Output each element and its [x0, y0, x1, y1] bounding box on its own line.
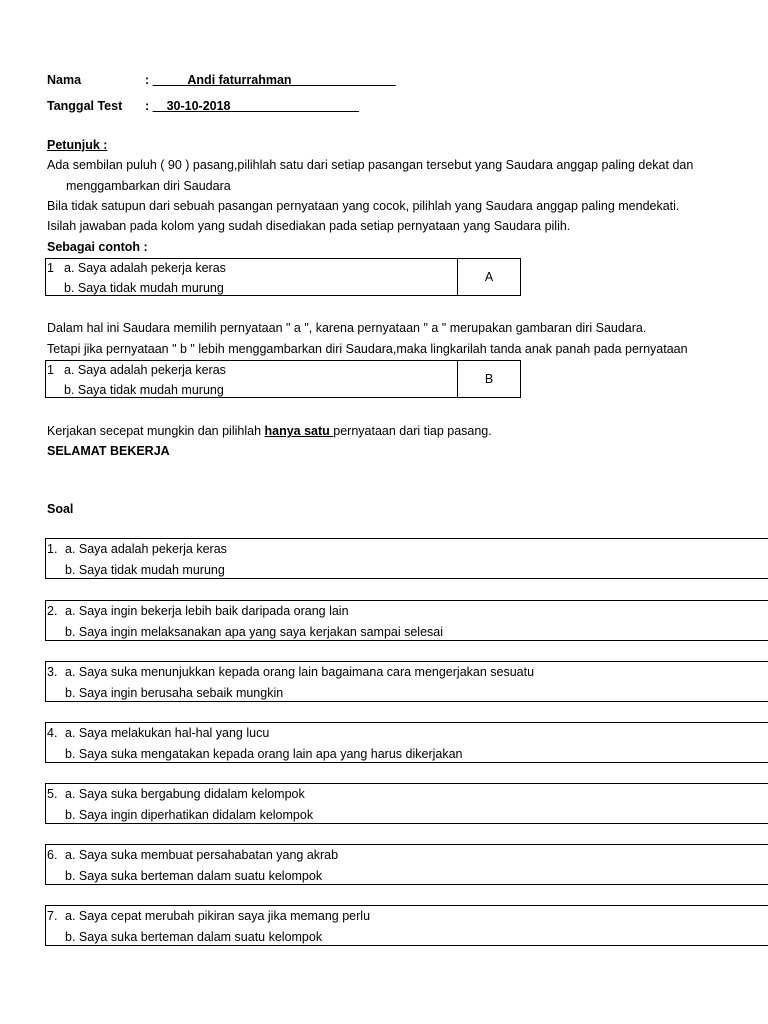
date-value: 30-10-2018	[166, 99, 231, 113]
example-2-option-b: b. Saya tidak mudah murung	[64, 383, 224, 397]
question-number: 2.	[47, 604, 58, 618]
example-1-answer-cell[interactable]: A	[457, 259, 520, 295]
explanation-line-2: Tetapi jika pernyataan " b " lebih menggambarkan diri Saudara,maka lingkarilah tanda anak panah pada pernyataan	[47, 342, 688, 356]
question-option-a[interactable]: a. Saya cepat merubah pikiran saya jika memang perlu	[65, 909, 371, 923]
explanation-line-1: Dalam hal ini Saudara memilih pernyataan " a ", karena pernyataan " a " merupakan gambaran diri Saudara.	[47, 321, 647, 335]
instruction-line-1-continued: menggambarkan diri Saudara	[66, 179, 231, 193]
question-row[interactable]	[45, 905, 768, 946]
closing-emphasis: hanya satu	[264, 424, 334, 438]
question-option-a[interactable]: a. Saya suka membuat persahabatan yang akrab	[65, 848, 339, 862]
closing-text-pre: Kerjakan secepat mungkin dan pilihlah	[47, 424, 265, 438]
instruction-line-3: Isilah jawaban pada kolom yang sudah disediakan pada setiap pernyataan yang Saudara pilih.	[47, 219, 571, 233]
question-number: 4.	[47, 726, 58, 740]
questions-heading: Soal	[47, 502, 74, 516]
instructions-heading: Petunjuk :	[47, 138, 108, 152]
example-2-option-a: a. Saya adalah pekerja keras	[64, 363, 226, 377]
question-row[interactable]	[45, 783, 768, 824]
question-option-a[interactable]: a. Saya suka menunjukkan kepada orang lain bagaimana cara mengerjakan sesuatu	[65, 665, 535, 679]
question-option-b[interactable]: b. Saya suka berteman dalam suatu kelompok	[65, 869, 323, 883]
example-1-option-b: b. Saya tidak mudah murung	[64, 281, 224, 295]
closing-instruction	[47, 421, 492, 441]
question-row[interactable]	[45, 661, 768, 702]
instruction-line-1: Ada sembilan puluh ( 90 ) pasang,pilihlah satu dari setiap pasangan tersebut yang Saudara anggap paling dekat dan	[47, 158, 694, 172]
question-option-b[interactable]: b. Saya ingin berusaha sebaik mungkin	[65, 686, 284, 700]
example-heading: Sebagai contoh :	[47, 240, 148, 254]
example-box-1	[45, 258, 521, 296]
question-option-a[interactable]: a. Saya adalah pekerja keras	[65, 542, 227, 556]
example-2-answer-cell[interactable]: B	[457, 361, 520, 397]
name-colon: :	[145, 73, 150, 87]
closing-farewell: SELAMAT BEKERJA	[47, 444, 170, 458]
question-row[interactable]	[45, 844, 768, 885]
question-option-b[interactable]: b. Saya suka berteman dalam suatu kelompok	[65, 930, 323, 944]
date-field	[145, 96, 359, 116]
question-option-b[interactable]: b. Saya ingin melaksanakan apa yang saya kerjakan sampai selesai	[65, 625, 444, 639]
question-row[interactable]	[45, 538, 768, 579]
question-number: 3.	[47, 665, 58, 679]
name-label: Nama	[47, 73, 82, 87]
date-colon: :	[145, 99, 150, 113]
question-option-a[interactable]: a. Saya ingin bekerja lebih baik daripada orang lain	[65, 604, 349, 618]
example-box-2	[45, 360, 521, 398]
instruction-line-2: Bila tidak satupun dari sebuah pasangan pernyataan yang cocok, pilihlah yang Saudara anggap paling mendekati.	[47, 199, 680, 213]
question-option-b[interactable]: b. Saya tidak mudah murung	[65, 563, 225, 577]
question-option-a[interactable]: a. Saya suka bergabung didalam kelompok	[65, 787, 305, 801]
closing-text-post: pernyataan dari tiap pasang.	[333, 424, 492, 438]
name-value: Andi faturrahman	[187, 73, 292, 87]
question-number: 1.	[47, 542, 58, 556]
example-2-number: 1	[47, 363, 54, 377]
question-option-a[interactable]: a. Saya melakukan hal-hal yang lucu	[65, 726, 270, 740]
date-label: Tanggal Test	[47, 99, 123, 113]
question-number: 5.	[47, 787, 58, 801]
question-row[interactable]	[45, 722, 768, 763]
name-field	[145, 70, 396, 90]
question-option-b[interactable]: b. Saya ingin diperhatikan didalam kelompok	[65, 808, 314, 822]
question-option-b[interactable]: b. Saya suka mengatakan kepada orang lain apa yang harus dikerjakan	[65, 747, 463, 761]
question-number: 7.	[47, 909, 58, 923]
question-number: 6.	[47, 848, 58, 862]
question-row[interactable]	[45, 600, 768, 641]
example-1-option-a: a. Saya adalah pekerja keras	[64, 261, 226, 275]
example-1-number: 1	[47, 261, 54, 275]
